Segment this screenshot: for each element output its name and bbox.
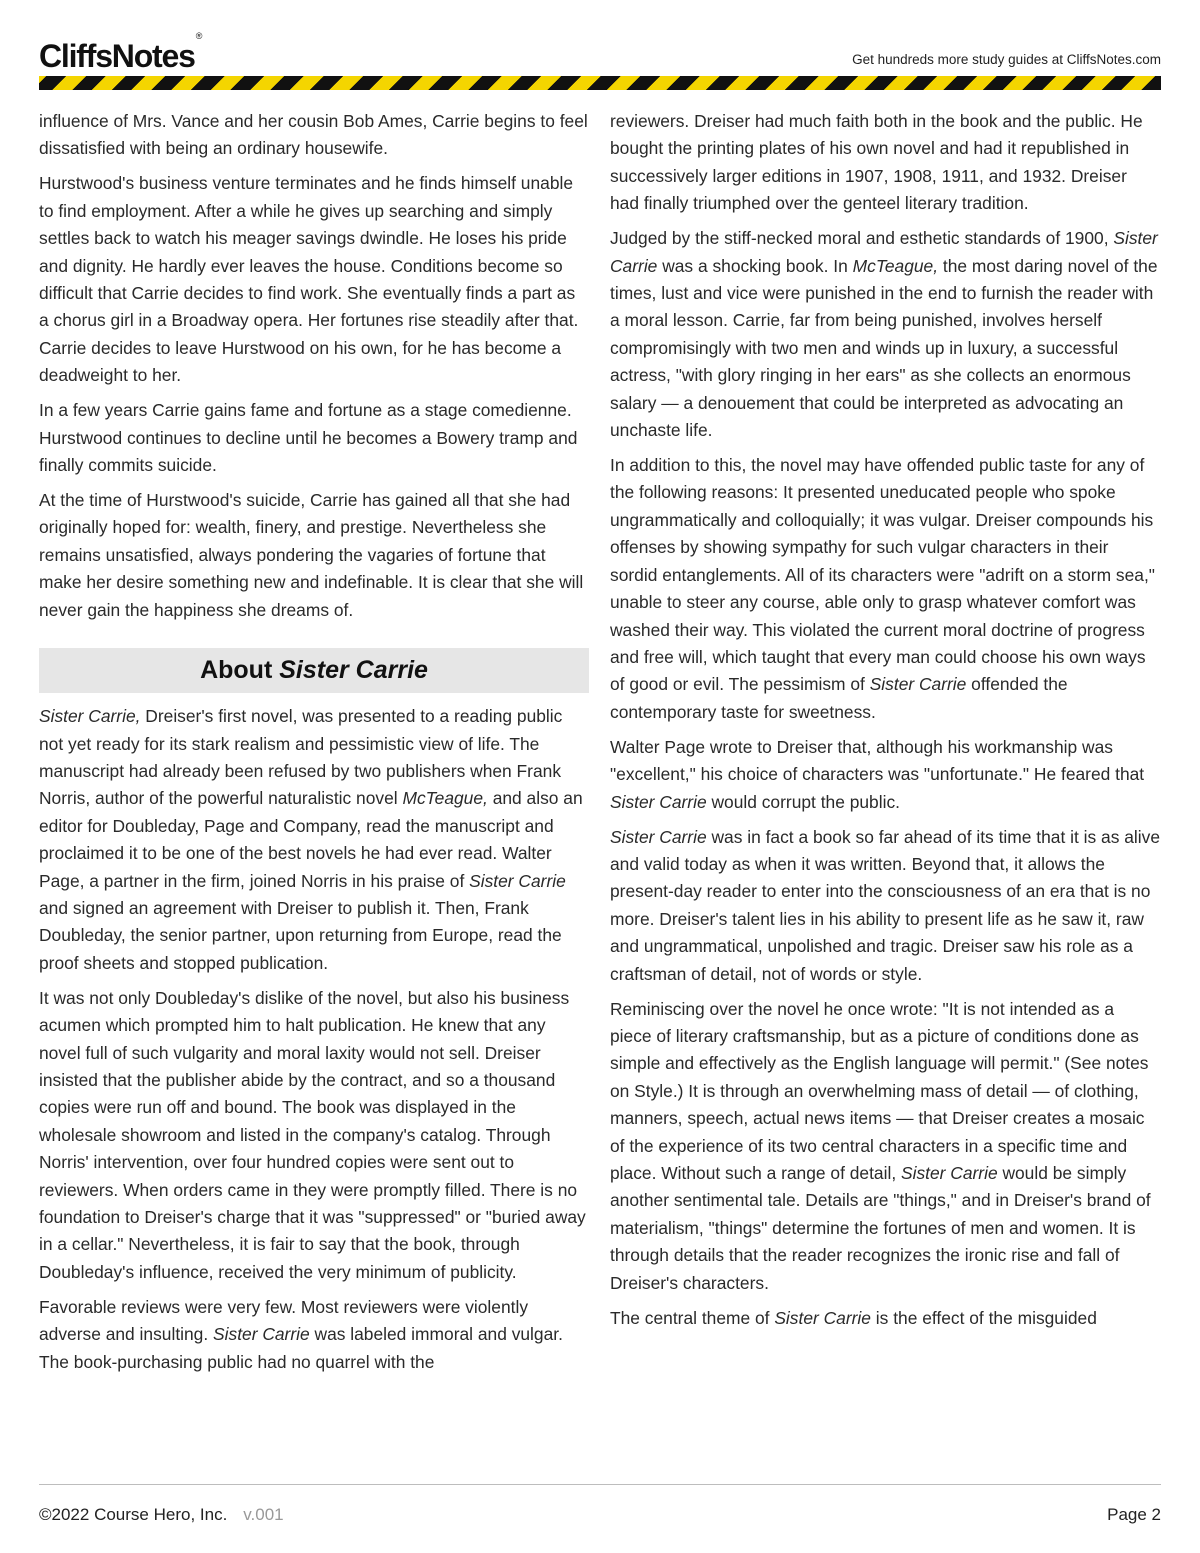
section-heading-prefix: About bbox=[200, 656, 280, 685]
paragraph: influence of Mrs. Vance and her cousin Bob Ames, Carrie begins to feel dissatisfied with being an ordinary housewife. bbox=[39, 111, 588, 159]
page-number: Page 2 bbox=[1107, 1505, 1161, 1524]
text-run: Reminiscing over the novel he once wrote: "It is not intended as a piece of literary craftsmanship, but as a picture of conditions done as simple and effectively as the English language will permit." (See notes on Style.) It is through an overwhelming mass of detail — of clothing, manners, speech, actual news items — that Dreiser creates a mosaic of the experience of its two central characters in a specific time and place. Without such a range of detail, bbox=[610, 998, 1149, 1183]
paragraph: At the time of Hurstwood's suicide, Carrie has gained all that she had originally hoped for: wealth, finery, and prestige. Nevertheless she remains unsatisfied, always pondering the vagaries of fortune that make her desire something new and indefinable. It is clear that she will never gain the happiness she dreams of. bbox=[39, 490, 584, 620]
text-run: was in fact a book so far ahead of its time that it is as alive and valid today as when it was written. Beyond that, it allows the present-day reader to enter into the consciousness of an era that is no more. Dreiser's talent lies in his ability to present life as he saw it, raw and ungrammatical, unpolished and tragic. Dreiser saw his role as a craftsman of detail, not of words or style. bbox=[610, 826, 1160, 984]
section-heading-title: Sister Carrie bbox=[279, 656, 428, 685]
logo-text: CliffsNotes bbox=[39, 38, 195, 74]
book-title: Sister Carrie bbox=[610, 228, 1158, 276]
book-title: Sister Carrie bbox=[213, 1324, 310, 1345]
text-run: Walter Page wrote to Dreiser that, although his workmanship was "excellent," his choice of characters was "unfortunate." He feared that bbox=[610, 736, 1145, 785]
text-run: and signed an agreement with Dreiser to publish it. Then, Frank Doubleday, the senior partner, upon returning from Europe, read the proof sheets and stopped publication. bbox=[39, 897, 562, 973]
paragraph bbox=[39, 1294, 589, 1376]
book-title: Sister Carrie bbox=[610, 791, 707, 812]
text-run: would be simply another sentimental tale. Details are "things," and in Dreiser's brand of materialism, "things" determine the fortunes of men and women. It is through details that the reader recognizes the ironic rise and fall of Dreiser's characters. bbox=[610, 1163, 1151, 1293]
paragraph: It was not only Doubleday's dislike of the novel, but also his business acumen which prompted him to halt publication. He knew that any novel full of such vulgarity and moral laxity would not sell. Dreiser insisted that the publisher abide by the contract, and so a thousand copies were run off and bound. The book was displayed in the wholesale showroom and listed in the company's catalog. Through Norris' intervention, over four hundred copies were sent out to reviewers. When orders came in they were promptly filled. There is no foundation to Dreiser's charge that it was "suppressed" or "buried away in a cellar." Nevertheless, it is fair to say that the book, through Doubleday's influence, received the very minimum of publicity. bbox=[39, 987, 586, 1282]
page-header bbox=[39, 30, 1161, 92]
text-run: was a shocking book. In bbox=[657, 255, 853, 276]
paragraph: reviewers. Dreiser had much faith both in the book and the public. He bought the printing plates of his own novel and had it republished in successively larger editions in 1907, 1908, 1911, and 1932. Dreiser had finally triumphed over the genteel literary tradition. bbox=[610, 111, 1143, 214]
text-run: the most daring novel of the times, lust and vice were punished in the end to furnish the reader with a moral lesson. Carrie, far from being punished, involves herself compromisingly with two men and winds up in luxury, a successful actress, "with glory ringing in her ears" as she collects an enormous salary — a denouement that could be interpreted as advocating an unchaste life. bbox=[610, 255, 1158, 441]
hazard-stripe-divider bbox=[39, 76, 1161, 90]
text-run: Favorable reviews were very few. Most reviewers were violently adverse and insulting. bbox=[39, 1296, 529, 1345]
book-title: Sister Carrie bbox=[469, 870, 566, 891]
text-run: would corrupt the public. bbox=[706, 791, 900, 812]
paragraph bbox=[39, 703, 589, 977]
book-title: Sister Carrie, bbox=[39, 706, 141, 727]
right-column bbox=[610, 108, 1160, 1340]
paragraph: Hurstwood's business venture terminates and he finds himself unable to find employment. After a while he gives up searching and simply settles back to watch his meager savings dwindle. He loses his pride and dignity. He hardly ever leaves the house. Conditions become so difficult that Carrie decides to find work. She eventually finds a part as a chorus girl in a Broadway opera. Her fortunes rise steadily after that. Carrie decides to leave Hurstwood on his own, for he has become a deadweight to her. bbox=[39, 173, 579, 386]
registered-mark: ® bbox=[195, 31, 202, 42]
book-title: Sister Carrie bbox=[774, 1307, 871, 1328]
paragraph bbox=[610, 1305, 1160, 1332]
book-title: Sister Carrie bbox=[869, 674, 967, 695]
paragraph bbox=[610, 824, 1160, 988]
paragraph: In a few years Carrie gains fame and fortune as a stage comedienne. Hurstwood continues to decline until he becomes a Bowery tramp and finally commits suicide. bbox=[39, 400, 578, 476]
book-title: Sister Carrie bbox=[900, 1163, 998, 1183]
section-heading bbox=[39, 648, 589, 693]
text-run: is the effect of the misguided bbox=[870, 1307, 1097, 1328]
left-column bbox=[39, 108, 589, 1384]
text-run: In addition to this, the novel may have offended public taste for any of the following reasons: It presented uneducated people who spoke ungrammatically and colloquially; it was vulgar. Dreiser compounds his offenses by showing sympathy for such vulgar characters in their sordid entanglements. All of its characters were "adrift on a storm sea," unable to steer any course, able only to grasp whatever comfort was washed their way. This violated the current moral doctrine of progress and free will, which taught that every man could choose his own ways of good or evil. The pessimism of bbox=[610, 455, 1155, 695]
paragraph bbox=[610, 225, 1160, 444]
text-run: Judged by the stiff-necked moral and esthetic standards of 1900, bbox=[610, 228, 1114, 249]
book-title: Sister Carrie bbox=[610, 826, 707, 847]
text-run: The central theme of bbox=[610, 1307, 775, 1328]
paragraph bbox=[610, 996, 1160, 1297]
text-run: was labeled immoral and vulgar. The book-purchasing public had no quarrel with the bbox=[39, 1324, 563, 1372]
text-run: offended the contemporary taste for sweetness. bbox=[610, 674, 1068, 722]
paragraph bbox=[610, 734, 1160, 816]
footer-copyright bbox=[39, 1505, 284, 1525]
book-title: McTeague, bbox=[852, 255, 939, 276]
footer-divider bbox=[39, 1484, 1161, 1485]
text-run: Dreiser's first novel, was presented to a reading public not yet ready for its stark realism and pessimistic view of life. The manuscript had already been refused by two publishers when Frank Norris, author of the powerful naturalistic novel bbox=[39, 706, 563, 809]
copyright-text: ©2022 Course Hero, Inc. bbox=[39, 1505, 228, 1524]
version-label: v.001 bbox=[243, 1505, 284, 1524]
cliffsnotes-logo[interactable] bbox=[39, 31, 202, 75]
text-run: and also an editor for Doubleday, Page and Company, read the manuscript and proclaimed it to be one of the best novels he had ever read. Walter Page, a partner in the firm, joined Norris in his praise of bbox=[39, 788, 583, 891]
header-tagline: Get hundreds more study guides at CliffsNotes.com bbox=[852, 52, 1161, 67]
paragraph bbox=[610, 452, 1160, 726]
book-title: McTeague, bbox=[402, 788, 488, 809]
